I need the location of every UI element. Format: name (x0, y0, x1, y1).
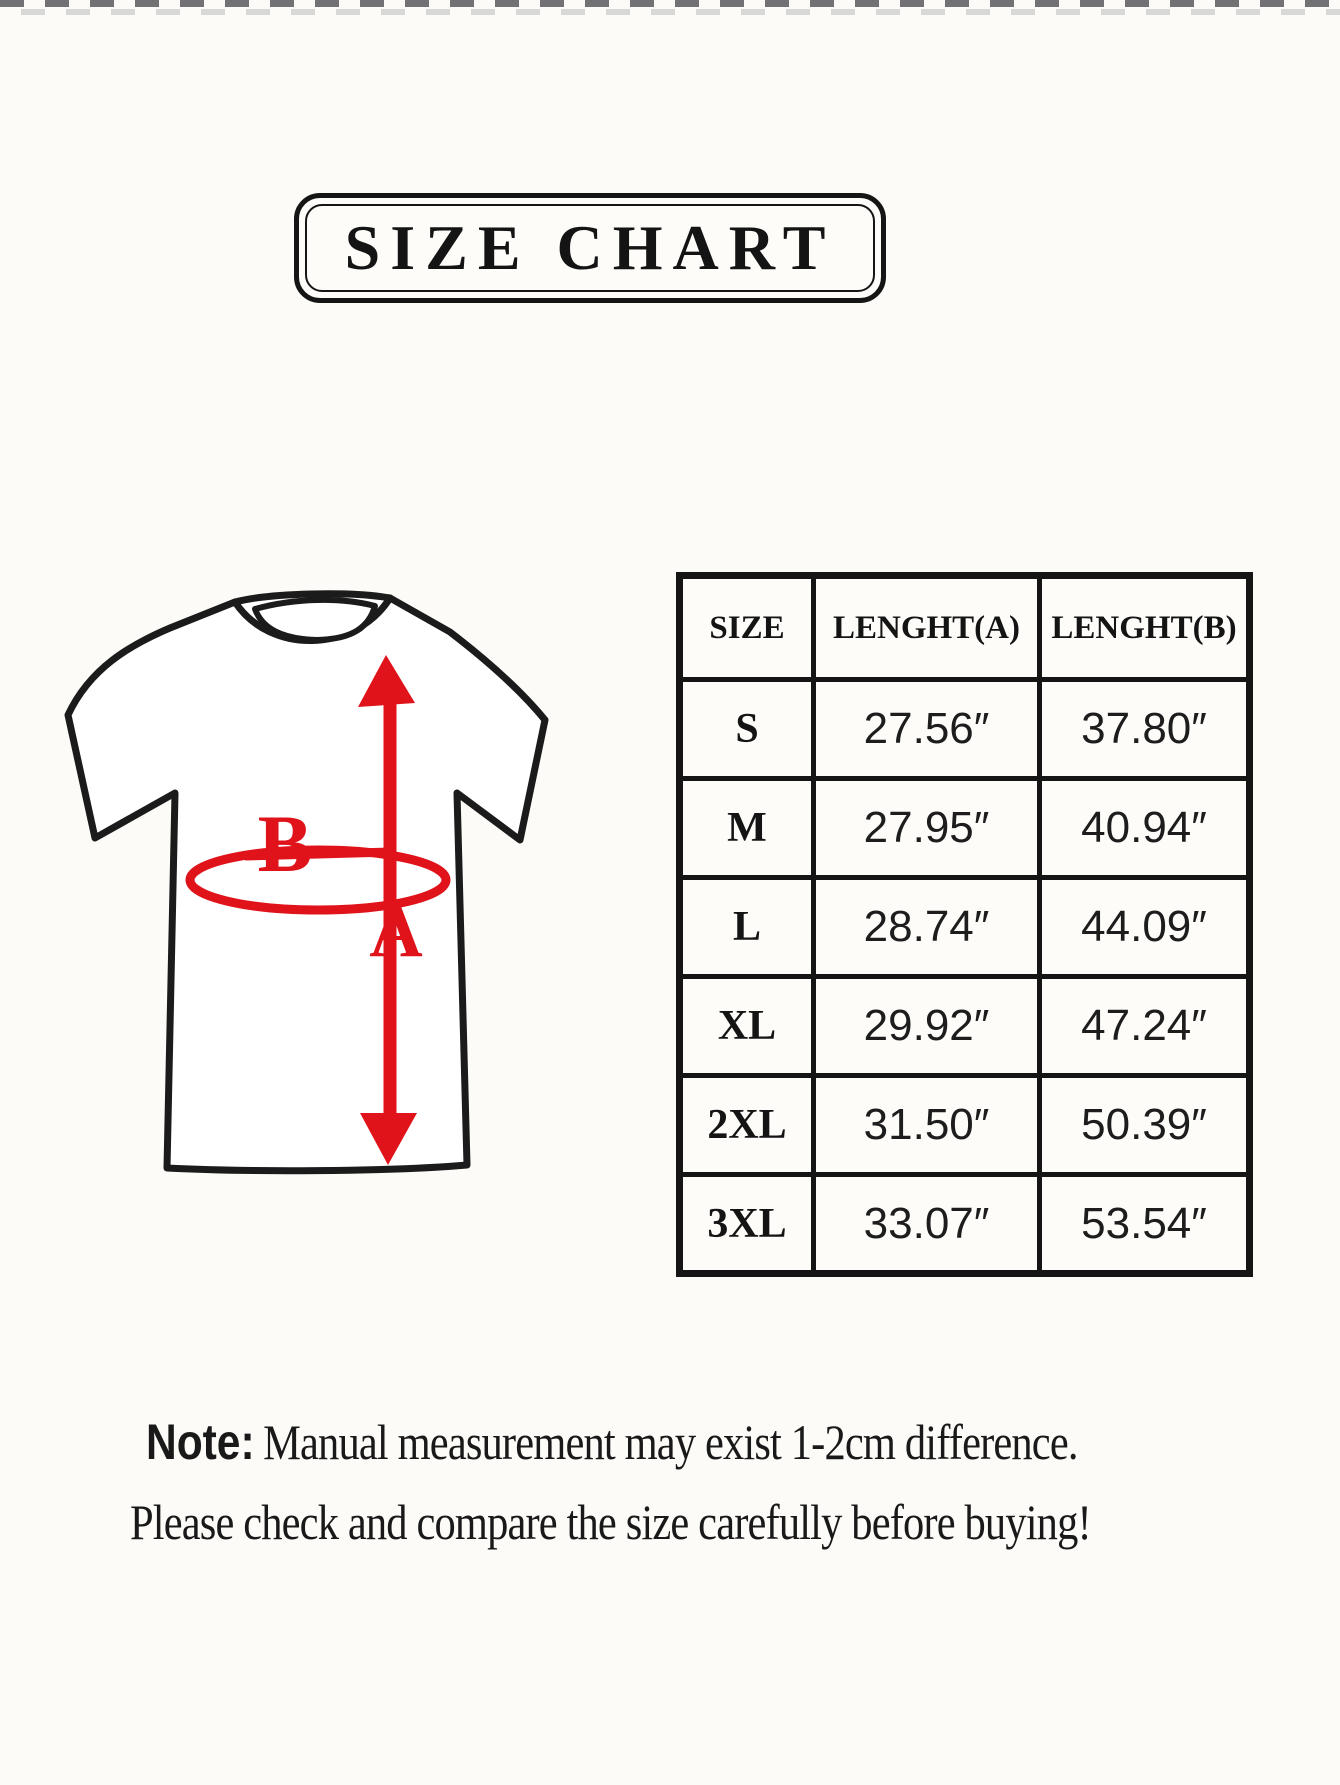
tshirt-measurement-diagram (55, 555, 555, 1195)
length-b-value: 50.39″ (1040, 1076, 1250, 1175)
size-label: 3XL (680, 1175, 814, 1274)
title-inner-frame (305, 204, 875, 292)
measure-label-b: B (257, 798, 313, 889)
size-label: L (680, 878, 814, 977)
note-label: Note: (146, 1414, 255, 1470)
length-a-value: 29.92″ (814, 977, 1040, 1076)
header-length-a: LENGHT(A) (814, 576, 1040, 680)
length-a-value: 28.74″ (814, 878, 1040, 977)
size-label: M (680, 779, 814, 878)
length-a-value: 27.95″ (814, 779, 1040, 878)
decorative-top-border (0, 0, 1340, 16)
header-length-b: LENGHT(B) (1040, 576, 1250, 680)
table-header-row (680, 576, 1250, 680)
note-text-2: Please check and compare the size carefully before buying! (130, 1494, 1091, 1550)
length-b-value: 44.09″ (1040, 878, 1250, 977)
table-row (680, 1175, 1250, 1274)
length-b-value: 47.24″ (1040, 977, 1250, 1076)
length-b-value: 40.94″ (1040, 779, 1250, 878)
size-label: XL (680, 977, 814, 1076)
length-a-value: 27.56″ (814, 680, 1040, 779)
page-title: SIZE CHART (344, 212, 836, 283)
table-row (680, 878, 1250, 977)
length-a-value: 33.07″ (814, 1175, 1040, 1274)
length-a-value: 31.50″ (814, 1076, 1040, 1175)
length-b-value: 53.54″ (1040, 1175, 1250, 1274)
table-row (680, 680, 1250, 779)
size-chart-title-box (294, 193, 886, 303)
table-row (680, 779, 1250, 878)
length-b-value: 37.80″ (1040, 680, 1250, 779)
tshirt-illustration (55, 555, 555, 1195)
table-row (680, 977, 1250, 1076)
measure-label-a: A (369, 891, 423, 973)
note-text-1: Manual measurement may exist 1-2cm difference. (263, 1414, 1078, 1470)
header-size: SIZE (680, 576, 814, 680)
table-row (680, 1076, 1250, 1175)
note-line-2 (130, 1493, 1091, 1551)
note-line-1 (146, 1413, 1078, 1471)
size-label: S (680, 680, 814, 779)
size-label: 2XL (680, 1076, 814, 1175)
size-table (676, 572, 1253, 1277)
